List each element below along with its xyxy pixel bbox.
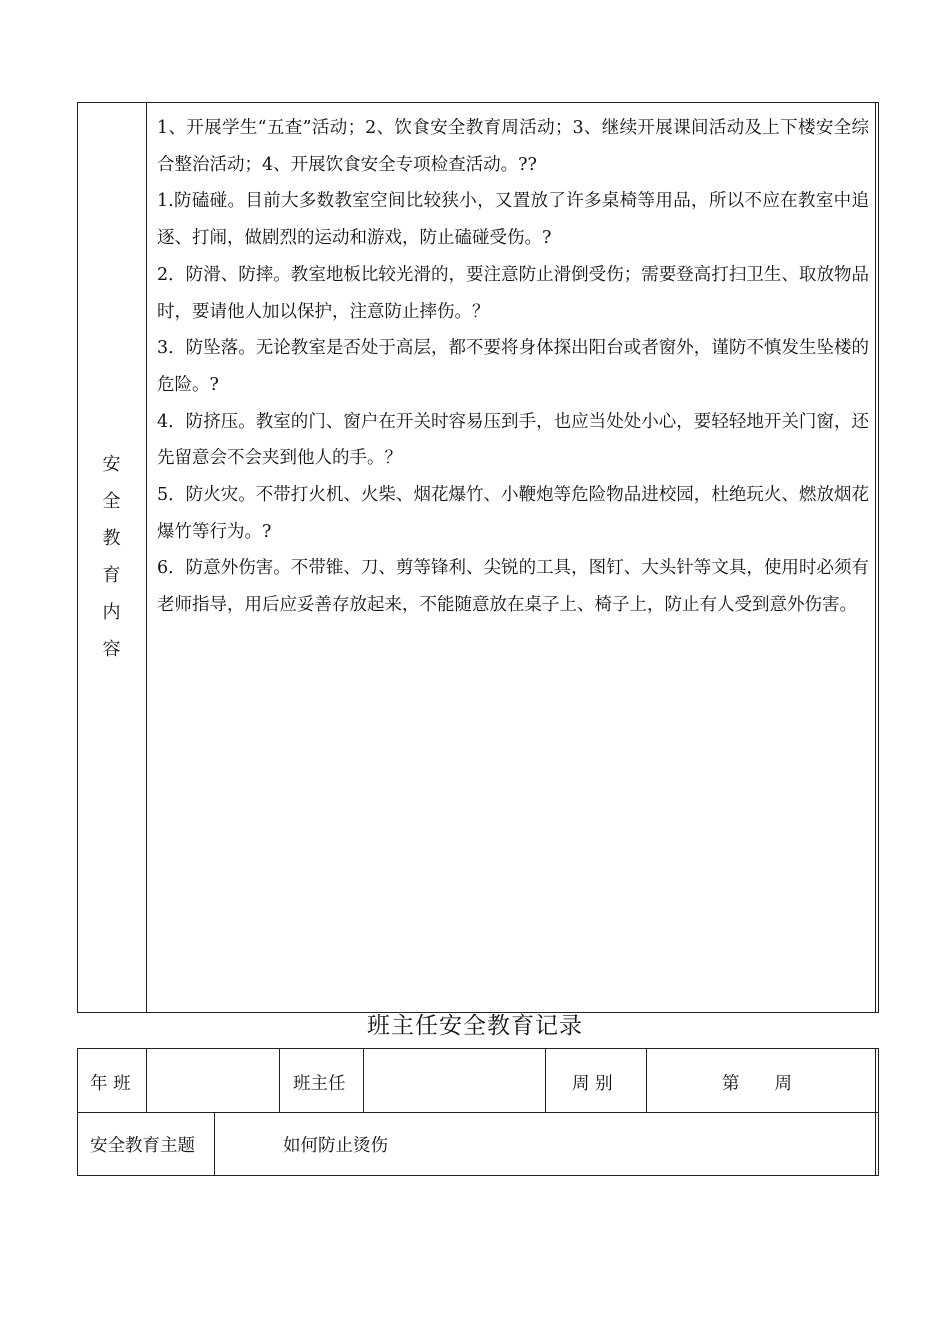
column-divider [214,1112,215,1176]
week-value: 第 周 [722,1074,792,1094]
content-paragraph: 6．防意外伤害。不带锥、刀、剪等锋利、尖锐的工具，图钉、大头针等文具，使用时必须有老师指导，用后应妥善存放起来，不能随意放在桌子上、椅子上，防止有人受到意外伤害。 [157,558,869,616]
table-double-border [875,103,876,1012]
column-divider [146,1048,147,1112]
topic-value: 如何防止烫伤 [283,1136,388,1156]
teacher-label: 班主任 [293,1074,346,1094]
row-divider [77,1112,879,1113]
page-title: 班主任安全教育记录 [367,1013,583,1039]
column-divider [646,1048,647,1112]
content-paragraph: 1.防磕碰。目前大多数教室空间比较狭小，又置放了许多桌椅等用品，所以不应在教室中追逐、打闹，做剧烈的运动和游戏，防止磕碰受伤。? [157,191,869,249]
content-paragraph: 4．防挤压。教室的门、窗户在开关时容易压到手，也应当处处小心，要轻轻地开关门窗，还先留意会不会夹到他人的手。？ [157,411,869,469]
column-divider [146,102,147,1013]
content-paragraph: 2．防滑、防摔。教室地板比较光滑的，要注意防止滑倒受伤；需要登高打扫卫生、取放物品时，要请他人加以保护，注意防止摔伤。？ [157,264,869,322]
topic-label: 安全教育主题 [90,1136,195,1156]
content-paragraph: 1、开展学生“五查”活动；2、饮食安全教育周活动；3、继续开展课间活动及上下楼安全综合整治活动；4、开展饮食安全专项检查活动。?? [157,118,869,175]
column-divider [545,1048,546,1112]
label-char: 内 [102,602,121,623]
vertical-label-chars [103,452,121,663]
week-label: 周 别 [572,1074,613,1094]
label-char: 育 [102,565,121,586]
label-char: 安 [102,454,121,475]
content-paragraph: 3．防坠落。无论教室是否处于高层，都不要将身体探出阳台或者窗外，谨防不慎发生坠楼的危险。? [157,338,869,395]
class-label: 年 班 [90,1074,131,1094]
column-divider [279,1048,280,1112]
table-double-border [875,1048,876,1176]
label-char: 全 [102,491,121,512]
content-paragraph: 5．防火灾。不带打火机、火柴、烟花爆竹、小鞭炮等危险物品进校园，杜绝玩火、燃放烟花爆竹等行为。? [157,485,869,542]
safety-content-text [157,110,869,624]
label-char: 教 [102,528,121,549]
label-char: 容 [102,639,121,660]
column-divider [363,1048,364,1112]
safety-content-label [77,102,146,1013]
